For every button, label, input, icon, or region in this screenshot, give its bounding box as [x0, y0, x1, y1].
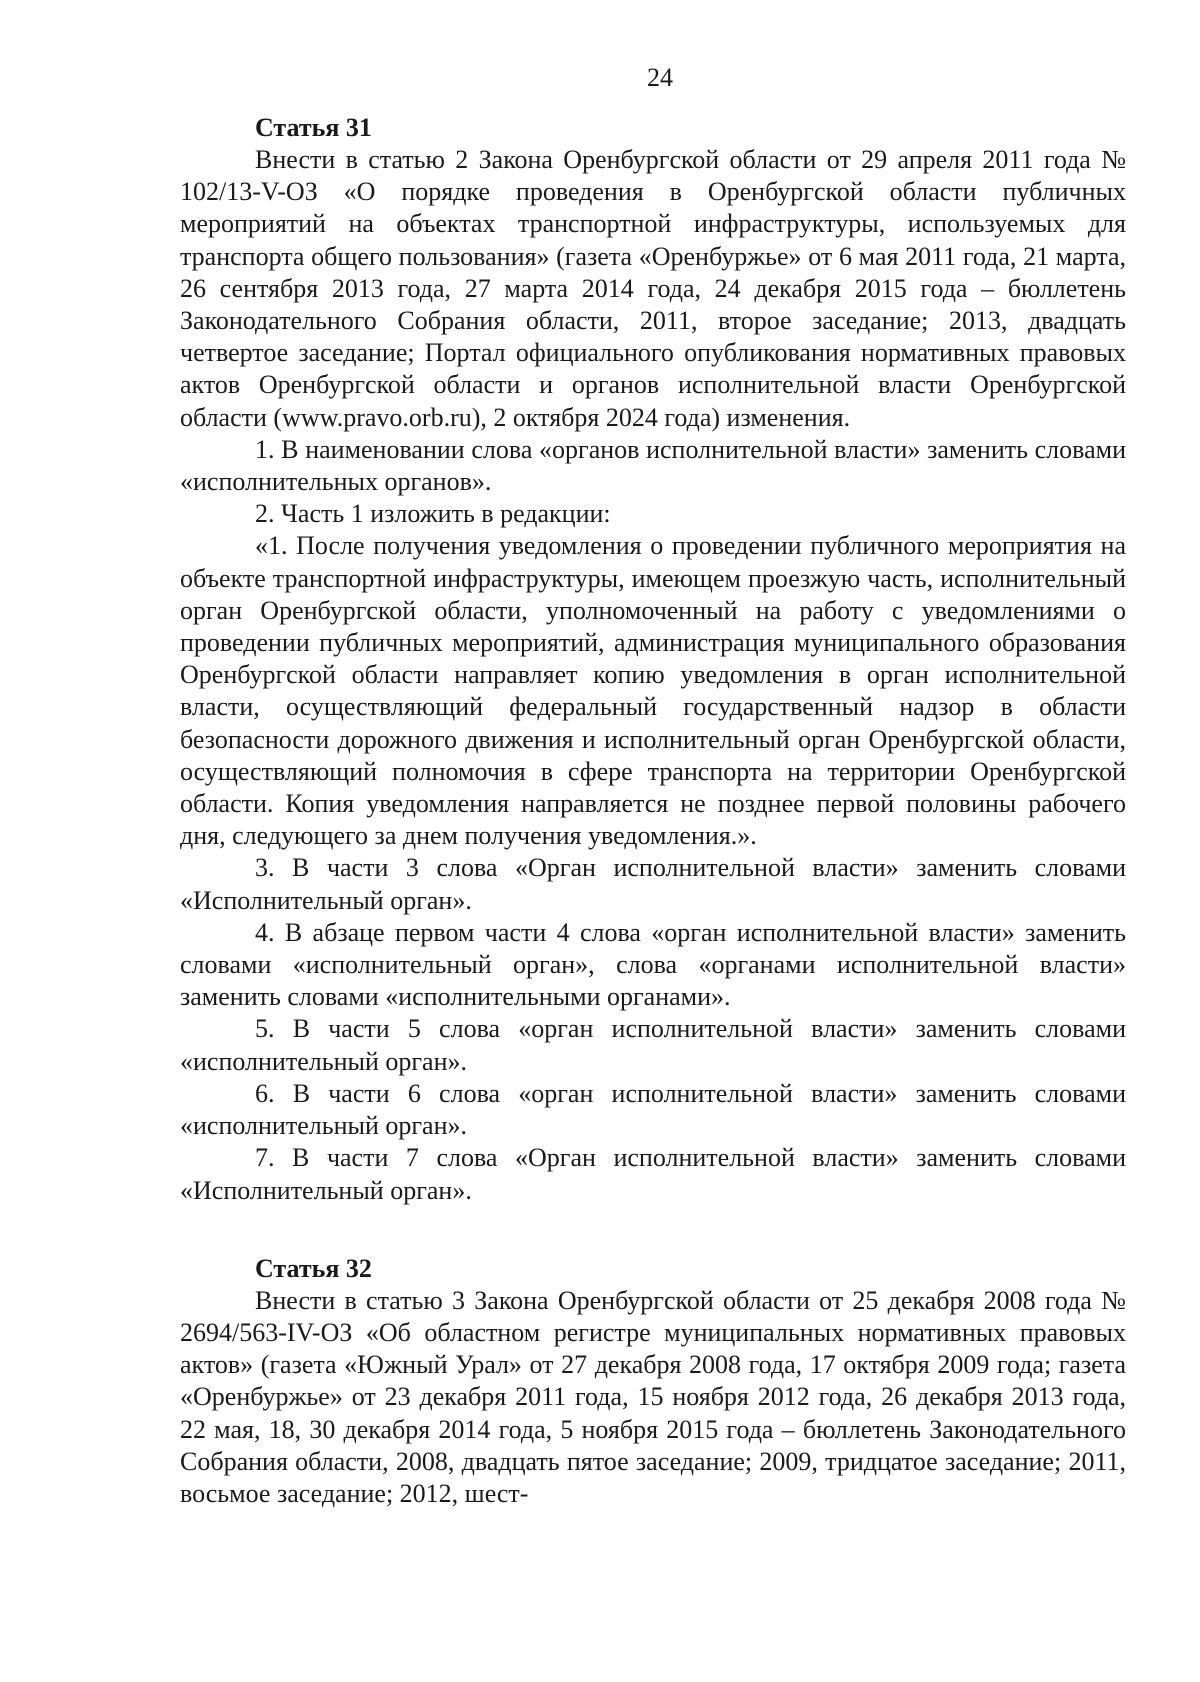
- article-heading: Статья 31: [255, 113, 372, 142]
- article-paragraph: 2. Часть 1 изложить в редакции:: [255, 499, 611, 529]
- article-heading: Статья 32: [255, 1253, 372, 1283]
- quoted-paragraph: «1. После получения уведомления о проведении публичного мероприятия на объекте транспортной инфраструктуры, имеющем проезжую часть, исполнительный орган Оренбургской области, уполномоченный на работу с уведомлениями о проведении публичных мероприятий, администрация муниципального образования Оренбургской области направляет копию уведомления в орган исполнительной власти, осуществляющий федеральный государственный надзор в области безопасности дорожного движения и исполнительный орган Оренбургской области, осуществляющий полномочия в сфере транспорта на территории Оренбургской области. Копия уведомления направляется не позднее первой половины рабочего дня, следующего за днем получения уведомления.».: [180, 531, 1126, 851]
- article-paragraph: Внести в статью 2 Закона Оренбургской области от 29 апреля 2011 года № 102/13-V-ОЗ «О порядке проведения в Оренбургской области публичных мероприятий на объектах транспортной инфраструктуры, используемых для транспорта общего пользования» (газета «Оренбуржье» от 6 мая 2011 года, 21 марта, 26 сентября 2013 года, 27 марта 2014 года, 24 декабря 2015 года – бюллетень Законодательного Собрания области, 2011, второе заседание; 2013, двадцать четвертое заседание; Портал официального опубликования нормативных правовых актов Оренбургской области и органов исполнительной власти Оренбургской области (www.pravo.orb.ru), 2 октября 2024 года) изменения.: [180, 145, 1126, 432]
- article-paragraph: 3. В части 3 слова «Орган исполнительной власти» заменить словами «Исполнительный орган».: [180, 853, 1126, 915]
- section-spacer: [180, 1207, 1126, 1253]
- article-paragraph: 5. В части 5 слова «орган исполнительной власти» заменить словами «исполнительный орган».: [180, 1014, 1126, 1076]
- article-paragraph: 4. В абзаце первом части 4 слова «орган исполнительной власти» заменить словами «исполнительный орган», слова «органами исполнительной власти» заменить словами «исполнительными органами».: [180, 917, 1126, 1012]
- page-number: 24: [647, 63, 673, 92]
- article-paragraph: 6. В части 6 слова «орган исполнительной власти» заменить словами «исполнительный орган».: [180, 1078, 1126, 1141]
- article-32: [180, 1253, 1126, 1510]
- article-31: [180, 112, 1126, 1207]
- document-body: [180, 112, 1126, 1510]
- article-paragraph: Внести в статью 3 Закона Оренбургской области от 25 декабря 2008 года № 2694/563-IV-ОЗ «Об областном регистре муниципальных нормативных правовых актов» (газета «Южный Урал» от 27 декабря 2008 года, 17 октября 2009 года; газета «Оренбуржье» от 23 декабря 2011 года, 15 ноября 2012 года, 26 декабря 2013 года, 22 мая, 18, 30 декабря 2014 года, 5 ноября 2015 года – бюллетень Законодательного Собрания области, 2008, двадцать пятое заседание; 2009, тридцатое заседание; 2011, восьмое заседание; 2012, шест-: [180, 1285, 1126, 1508]
- article-paragraph: 7. В части 7 слова «Орган исполнительной власти» заменить словами «Исполнительный орган».: [180, 1143, 1126, 1205]
- article-paragraph: 1. В наименовании слова «органов исполнительной власти» заменить словами «исполнительных органов».: [180, 434, 1126, 497]
